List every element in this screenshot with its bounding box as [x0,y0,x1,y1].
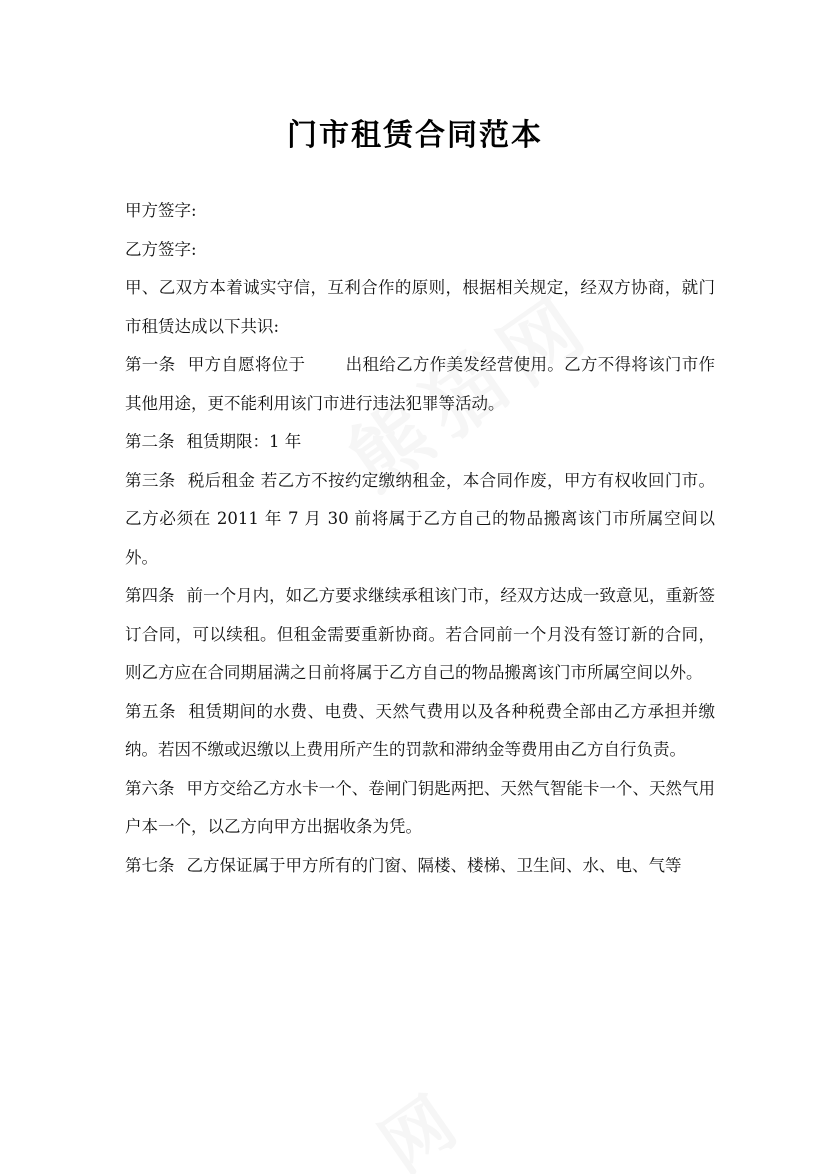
contract-body [125,192,715,885]
article-text: 税后租金 若乙方不按约定缴纳租金，本合同作废，甲方有权收回门市。乙方必须在 2011 年 7 月 30 前将属于乙方自己的物品搬离该门市所属空间以外。 [125,470,716,567]
article-text: 甲方交给乙方水卡一个、卷闸门钥匙两把、天然气智能卡一个、天然气用户本一个，以乙方向甲方出据收条为凭。 [125,778,716,836]
article-3 [125,462,715,578]
article-text: 前一个月内，如乙方要求继续承租该门市，经双方达成一致意见，重新签订合同，可以续租。但租金需要重新协商。若合同前一个月没有签订新的合同，则乙方应在合同期届满之日前将属于乙方自己的物品搬离该门市所属空间以外。 [125,586,716,682]
article-text: 租赁期间的水费、电费、天然气费用以及各种税费全部由乙方承担并缴纳。若因不缴或迟缴以上费用所产生的罚款和滞纳金等费用由乙方自行负责。 [125,701,715,759]
article-text: 乙方保证属于甲方所有的门窗、隔楼、楼梯、卫生间、水、电、气等 [186,855,682,875]
article-text-after: 出租给乙方作美发经营使用。乙方不得将该门市作其他用途，更不能利用该门市进行违法犯罪等活动。 [125,355,716,413]
article-1 [125,346,715,423]
article-4 [125,577,715,693]
article-label: 第二条 [125,432,175,451]
page-title: 门市租赁合同范本 [287,118,543,153]
article-label: 第五条 [125,701,176,721]
article-label: 第四条 [125,586,175,605]
article-2 [125,423,715,462]
article-label: 第七条 [125,855,175,875]
article-text-before: 甲方自愿将位于 [187,355,306,374]
article-6 [125,770,715,847]
intro-paragraph: 甲、乙双方本着诚实守信，互利合作的原则，根据相关规定，经双方协商，就门市租赁达成以下共识: [125,278,715,336]
article-7 [125,847,715,886]
article-5 [125,693,715,770]
article-text: 租赁期限：1 年 [186,432,302,451]
article-label: 第三条 [125,470,176,490]
article-label: 第一条 [125,355,176,374]
article-label: 第六条 [125,778,175,798]
party-b-signature: 乙方签字: [125,239,197,259]
party-a-signature: 甲方签字: [125,201,197,220]
watermark-bottom [357,1069,472,1174]
